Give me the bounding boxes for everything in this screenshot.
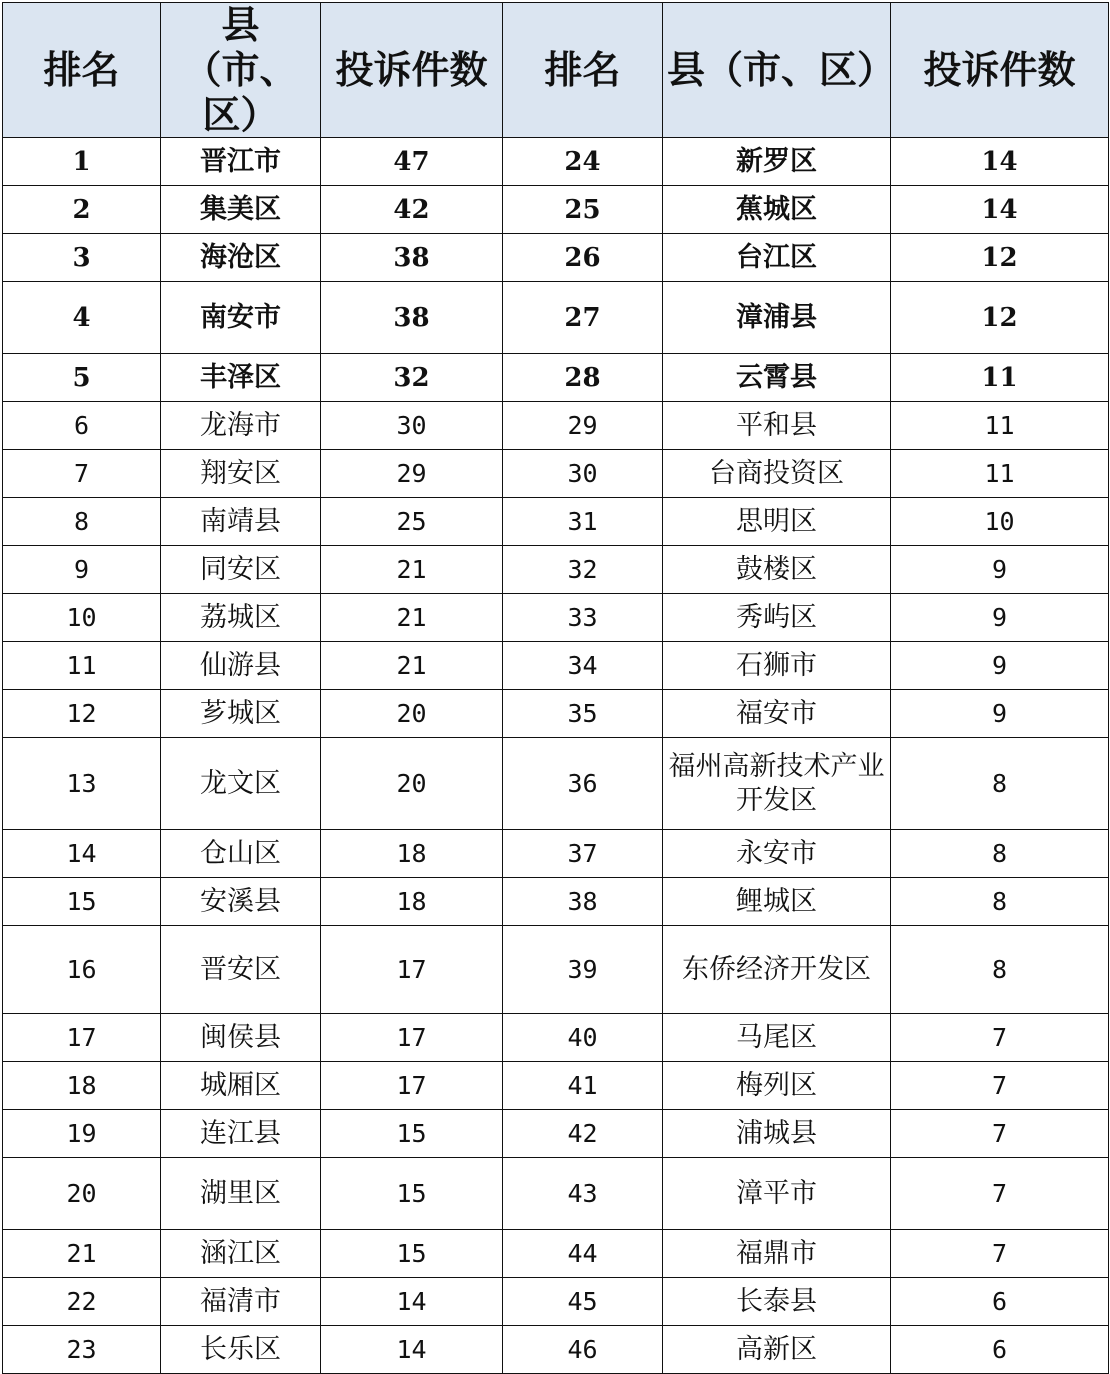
county-right-cell: 东侨经济开发区: [663, 926, 891, 1014]
rank-left-cell: 23: [3, 1326, 161, 1374]
county-right-cell: 新罗区: [663, 138, 891, 186]
table-row: [3, 1230, 1109, 1278]
county-left-cell: 安溪县: [161, 878, 321, 926]
count-left-cell: 14: [321, 1326, 503, 1374]
county-left-cell: 湖里区: [161, 1158, 321, 1230]
count-right-cell: 8: [891, 738, 1109, 830]
complaint-ranking-table: [2, 2, 1109, 1374]
county-left-cell: 龙文区: [161, 738, 321, 830]
header-county-right: 县（市、区）: [663, 3, 891, 138]
table-row: [3, 690, 1109, 738]
count-right-cell: 9: [891, 546, 1109, 594]
rank-left-cell: 16: [3, 926, 161, 1014]
table-row: [3, 1278, 1109, 1326]
county-right-cell: 高新区: [663, 1326, 891, 1374]
county-right-cell: 漳平市: [663, 1158, 891, 1230]
table-body: [3, 138, 1109, 1374]
table-row: [3, 1110, 1109, 1158]
county-left-cell: 长乐区: [161, 1326, 321, 1374]
table-row: [3, 234, 1109, 282]
count-left-cell: 30: [321, 402, 503, 450]
county-left-cell: 福清市: [161, 1278, 321, 1326]
county-left-cell: 南安市: [161, 282, 321, 354]
county-right-cell: 云霄县: [663, 354, 891, 402]
table-row: [3, 546, 1109, 594]
count-right-cell: 7: [891, 1158, 1109, 1230]
rank-right-cell: 44: [503, 1230, 663, 1278]
rank-left-cell: 7: [3, 450, 161, 498]
table-row: [3, 186, 1109, 234]
county-left-cell: 同安区: [161, 546, 321, 594]
count-right-cell: 9: [891, 642, 1109, 690]
county-right-cell: 长泰县: [663, 1278, 891, 1326]
table-header: [3, 3, 1109, 138]
county-left-cell: 芗城区: [161, 690, 321, 738]
rank-left-cell: 18: [3, 1062, 161, 1110]
rank-left-cell: 8: [3, 498, 161, 546]
count-left-cell: 18: [321, 878, 503, 926]
count-right-cell: 7: [891, 1062, 1109, 1110]
count-right-cell: 11: [891, 402, 1109, 450]
count-left-cell: 17: [321, 926, 503, 1014]
rank-right-cell: 36: [503, 738, 663, 830]
rank-left-cell: 10: [3, 594, 161, 642]
rank-right-cell: 32: [503, 546, 663, 594]
county-right-cell: 平和县: [663, 402, 891, 450]
count-left-cell: 29: [321, 450, 503, 498]
county-left-cell: 晋江市: [161, 138, 321, 186]
county-right-cell: 梅列区: [663, 1062, 891, 1110]
county-right-cell: 福鼎市: [663, 1230, 891, 1278]
header-count-left: 投诉件数: [321, 3, 503, 138]
rank-left-cell: 22: [3, 1278, 161, 1326]
rank-left-cell: 4: [3, 282, 161, 354]
county-left-cell: 晋安区: [161, 926, 321, 1014]
header-rank-left: 排名: [3, 3, 161, 138]
count-left-cell: 42: [321, 186, 503, 234]
count-right-cell: 6: [891, 1278, 1109, 1326]
table-row: [3, 402, 1109, 450]
rank-left-cell: 19: [3, 1110, 161, 1158]
county-right-cell: 永安市: [663, 830, 891, 878]
county-right-cell: 思明区: [663, 498, 891, 546]
rank-left-cell: 6: [3, 402, 161, 450]
header-row: [3, 3, 1109, 138]
count-right-cell: 8: [891, 878, 1109, 926]
count-right-cell: 14: [891, 186, 1109, 234]
count-left-cell: 38: [321, 282, 503, 354]
county-left-cell: 仙游县: [161, 642, 321, 690]
count-right-cell: 14: [891, 138, 1109, 186]
rank-left-cell: 5: [3, 354, 161, 402]
county-right-cell: 石狮市: [663, 642, 891, 690]
rank-right-cell: 24: [503, 138, 663, 186]
table-row: [3, 738, 1109, 830]
table-row: [3, 926, 1109, 1014]
count-right-cell: 6: [891, 1326, 1109, 1374]
rank-right-cell: 43: [503, 1158, 663, 1230]
county-right-cell: 台江区: [663, 234, 891, 282]
count-right-cell: 11: [891, 354, 1109, 402]
count-left-cell: 21: [321, 642, 503, 690]
count-left-cell: 32: [321, 354, 503, 402]
rank-left-cell: 1: [3, 138, 161, 186]
county-left-cell: 南靖县: [161, 498, 321, 546]
county-right-cell: 秀屿区: [663, 594, 891, 642]
rank-left-cell: 3: [3, 234, 161, 282]
count-left-cell: 25: [321, 498, 503, 546]
county-right-cell: 蕉城区: [663, 186, 891, 234]
count-left-cell: 14: [321, 1278, 503, 1326]
county-right-cell: 浦城县: [663, 1110, 891, 1158]
county-left-cell: 海沧区: [161, 234, 321, 282]
county-left-cell: 连江县: [161, 1110, 321, 1158]
rank-right-cell: 27: [503, 282, 663, 354]
table-row: [3, 138, 1109, 186]
table-row: [3, 1062, 1109, 1110]
header-count-right: 投诉件数: [891, 3, 1109, 138]
county-right-cell: 鼓楼区: [663, 546, 891, 594]
rank-right-cell: 28: [503, 354, 663, 402]
count-left-cell: 21: [321, 594, 503, 642]
count-left-cell: 21: [321, 546, 503, 594]
count-right-cell: 11: [891, 450, 1109, 498]
county-left-cell: 荔城区: [161, 594, 321, 642]
count-right-cell: 9: [891, 594, 1109, 642]
table-row: [3, 282, 1109, 354]
count-left-cell: 20: [321, 738, 503, 830]
table-row: [3, 1014, 1109, 1062]
county-right-cell: 台商投资区: [663, 450, 891, 498]
table-row: [3, 642, 1109, 690]
rank-right-cell: 40: [503, 1014, 663, 1062]
rank-right-cell: 41: [503, 1062, 663, 1110]
header-rank-right: 排名: [503, 3, 663, 138]
count-right-cell: 8: [891, 830, 1109, 878]
rank-right-cell: 30: [503, 450, 663, 498]
count-left-cell: 15: [321, 1230, 503, 1278]
rank-left-cell: 9: [3, 546, 161, 594]
rank-right-cell: 39: [503, 926, 663, 1014]
rank-left-cell: 20: [3, 1158, 161, 1230]
count-right-cell: 7: [891, 1230, 1109, 1278]
rank-right-cell: 46: [503, 1326, 663, 1374]
rank-left-cell: 13: [3, 738, 161, 830]
rank-left-cell: 12: [3, 690, 161, 738]
count-right-cell: 12: [891, 282, 1109, 354]
rank-right-cell: 35: [503, 690, 663, 738]
table-row: [3, 878, 1109, 926]
rank-left-cell: 17: [3, 1014, 161, 1062]
table-row: [3, 1326, 1109, 1374]
county-right-cell: 漳浦县: [663, 282, 891, 354]
rank-left-cell: 11: [3, 642, 161, 690]
header-county-left: 县（市、区）: [161, 3, 321, 138]
rank-right-cell: 38: [503, 878, 663, 926]
rank-right-cell: 26: [503, 234, 663, 282]
rank-left-cell: 2: [3, 186, 161, 234]
county-left-cell: 龙海市: [161, 402, 321, 450]
rank-right-cell: 45: [503, 1278, 663, 1326]
count-left-cell: 17: [321, 1014, 503, 1062]
rank-left-cell: 14: [3, 830, 161, 878]
rank-right-cell: 31: [503, 498, 663, 546]
rank-right-cell: 25: [503, 186, 663, 234]
count-right-cell: 7: [891, 1014, 1109, 1062]
table-row: [3, 830, 1109, 878]
rank-right-cell: 33: [503, 594, 663, 642]
rank-right-cell: 42: [503, 1110, 663, 1158]
count-left-cell: 15: [321, 1158, 503, 1230]
count-left-cell: 18: [321, 830, 503, 878]
county-left-cell: 仓山区: [161, 830, 321, 878]
county-right-cell: 马尾区: [663, 1014, 891, 1062]
county-right-cell: 福州高新技术产业开发区: [663, 738, 891, 830]
county-left-cell: 城厢区: [161, 1062, 321, 1110]
county-left-cell: 涵江区: [161, 1230, 321, 1278]
count-left-cell: 20: [321, 690, 503, 738]
county-left-cell: 闽侯县: [161, 1014, 321, 1062]
county-right-cell: 福安市: [663, 690, 891, 738]
rank-right-cell: 29: [503, 402, 663, 450]
table-row: [3, 450, 1109, 498]
table-row: [3, 1158, 1109, 1230]
county-left-cell: 集美区: [161, 186, 321, 234]
count-right-cell: 9: [891, 690, 1109, 738]
count-left-cell: 17: [321, 1062, 503, 1110]
table-row: [3, 498, 1109, 546]
county-left-cell: 翔安区: [161, 450, 321, 498]
count-right-cell: 7: [891, 1110, 1109, 1158]
rank-left-cell: 15: [3, 878, 161, 926]
count-right-cell: 8: [891, 926, 1109, 1014]
count-left-cell: 15: [321, 1110, 503, 1158]
count-left-cell: 47: [321, 138, 503, 186]
county-left-cell: 丰泽区: [161, 354, 321, 402]
count-right-cell: 10: [891, 498, 1109, 546]
table-row: [3, 594, 1109, 642]
county-right-cell: 鲤城区: [663, 878, 891, 926]
rank-right-cell: 37: [503, 830, 663, 878]
count-right-cell: 12: [891, 234, 1109, 282]
rank-left-cell: 21: [3, 1230, 161, 1278]
rank-right-cell: 34: [503, 642, 663, 690]
count-left-cell: 38: [321, 234, 503, 282]
table-row: [3, 354, 1109, 402]
